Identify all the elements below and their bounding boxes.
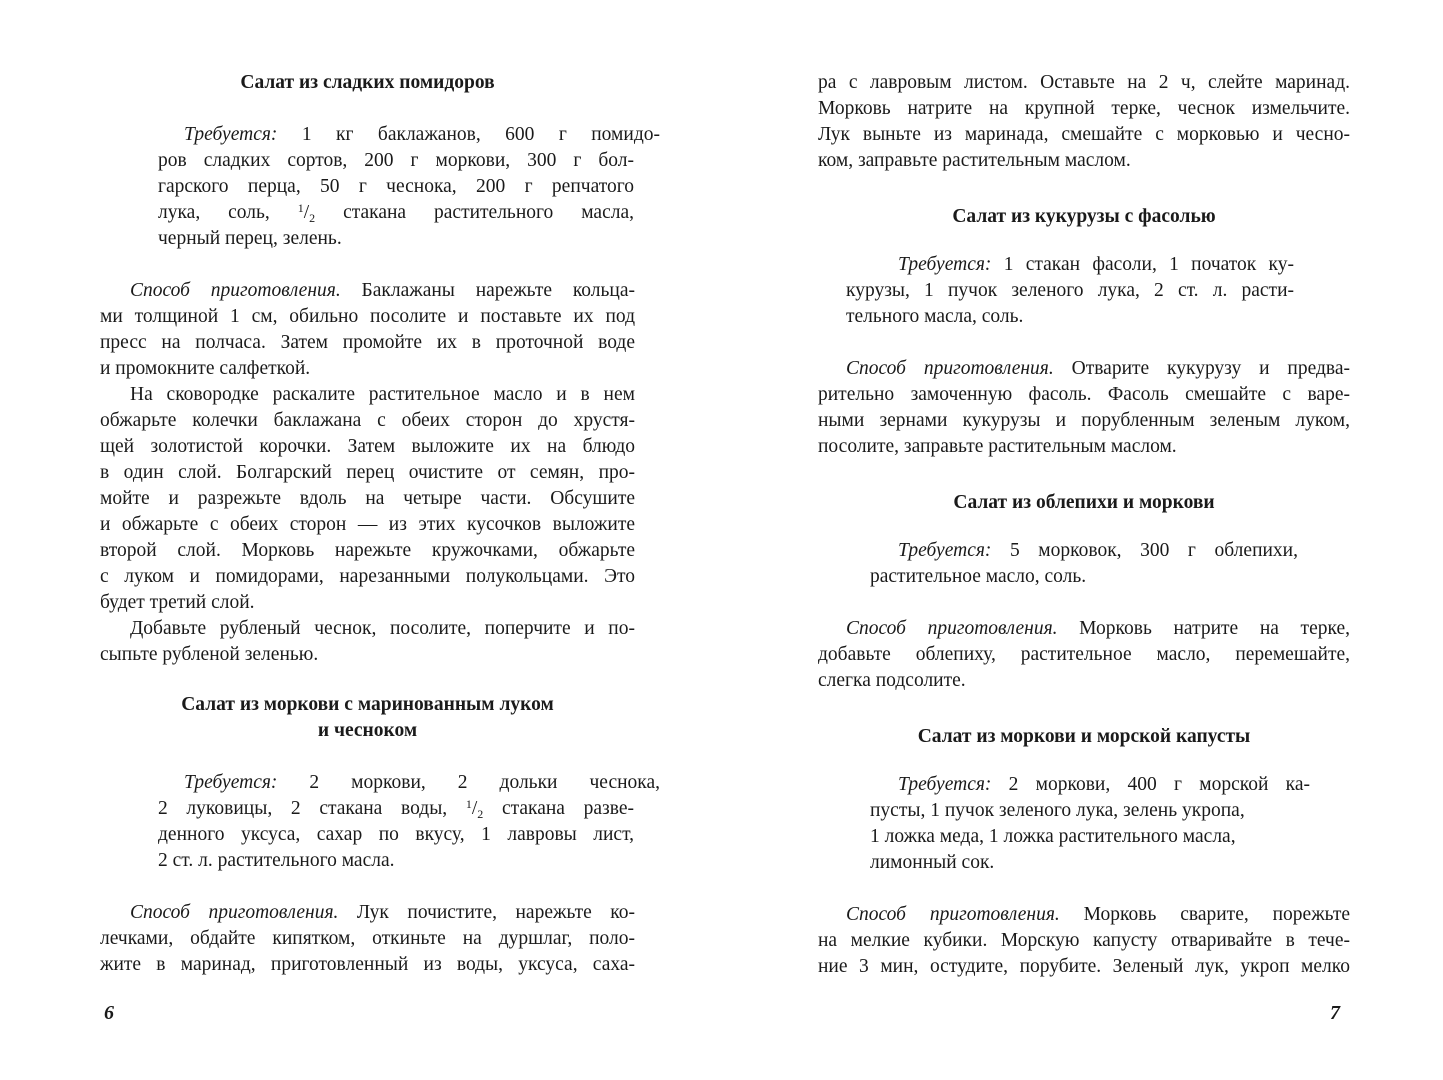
method-line — [846, 356, 1350, 382]
method-line: лечками, обдайте кипятком, откиньте на дуршлаг, поло- — [100, 928, 635, 949]
method-label: Способ приготовления. — [846, 618, 1058, 639]
requirements-line: 2 ст. л. растительного масла. — [158, 850, 395, 871]
requirements-text: стакана разве- — [483, 798, 634, 819]
left-page — [100, 0, 660, 1080]
requirements-line: черный перец, зелень. — [158, 228, 342, 249]
requirements-line: денного уксуса, сахар по вкусу, 1 лавровы лист, — [158, 824, 634, 845]
requirements-line: 2 луковицы, 2 стакана воды, $^1/_2$ стакана разве- — [158, 797, 634, 821]
method-label: Способ приготовления. — [846, 904, 1060, 925]
recipe-title: Салат из моркови и морской капусты — [917, 726, 1251, 747]
method-line: с луком и помидорами, нарезанными полукольцами. Это — [100, 566, 635, 587]
requirements-label: Требуется: — [184, 772, 278, 793]
method-line: посолите, заправьте растительным маслом. — [818, 436, 1177, 457]
requirements-line: растительное масло, соль. — [870, 566, 1087, 587]
method-label: Способ приготовления. — [846, 358, 1054, 379]
requirements-line: пусты, 1 пучок зеленого лука, зелень укропа, — [870, 800, 1245, 821]
method-line: На сковородке раскалите растительное масло и в нем — [130, 384, 635, 405]
requirements-line — [184, 122, 660, 148]
requirements-line — [898, 252, 1294, 278]
method-line: ми толщиной 1 см, обильно посолите и поставьте их под — [100, 306, 635, 327]
requirements-line: 1 ложка меда, 1 ложка растительного масла, — [870, 826, 1236, 847]
requirements-text: 2 моркови, 400 г морской ка- — [991, 774, 1310, 795]
method-line: пресс на полчаса. Затем промойте их в проточной воде — [100, 332, 635, 353]
requirements-line: курузы, 1 пучок зеленого лука, 2 ст. л. расти- — [846, 280, 1294, 301]
method-line: жите в маринад, приготовленный из воды, уксуса, саха- — [100, 954, 635, 975]
method-line: и промокните салфеткой. — [100, 358, 311, 379]
method-label: Способ приготовления. — [130, 902, 339, 923]
method-text: Морковь сварите, порежьте — [1059, 904, 1351, 925]
recipe-title: Салат из сладких помидоров — [240, 72, 495, 93]
fraction-denominator: 2 — [477, 807, 484, 821]
recipe-title: Салат из моркови с маринованным луком — [181, 694, 554, 715]
fraction-numerator: 1 — [297, 201, 304, 215]
method-line: Добавьте рубленый чеснок, посолите, поперчите и по- — [130, 618, 635, 639]
method-line: в один слой. Болгарский перец очистите от семян, про- — [100, 462, 635, 483]
method-line: ние 3 мин, остудите, порубите. Зеленый лук, укроп мелко — [818, 956, 1350, 977]
requirements-line: тельного масла, соль. — [846, 306, 1024, 327]
method-line: добавьте облепиху, растительное масло, перемешайте, — [818, 644, 1350, 665]
requirements-label: Требуется: — [898, 540, 992, 561]
requirements-text: 1 стакан фасоли, 1 початок ку- — [991, 254, 1294, 275]
method-line: щей золотистой корочки. Затем выложите их на блюдо — [100, 436, 635, 457]
method-line: на мелкие кубики. Морскую капусту отваривайте в тече- — [818, 930, 1350, 951]
method-label: Способ приготовления. — [130, 280, 341, 301]
requirements-line — [898, 538, 1298, 564]
requirements-line — [898, 772, 1310, 798]
requirements-line: гарского перца, 50 г чеснока, 200 г репчатого — [158, 176, 634, 197]
method-line — [130, 900, 635, 926]
method-text: Лук почистите, нарежьте ко- — [338, 902, 636, 923]
requirements-line: лимонный сок. — [870, 852, 995, 873]
method-line: и обжарьте с обеих сторон — из этих кусочков выложите — [100, 514, 635, 535]
recipe-title: Салат из облепихи и моркови — [953, 492, 1215, 513]
requirements-text: 1 кг баклажанов, 600 г помидо- — [277, 124, 660, 145]
requirements-label: Требуется: — [898, 774, 992, 795]
method-line: сыпьте рубленой зеленью. — [100, 644, 319, 665]
method-line: слегка подсолите. — [818, 670, 966, 691]
page-number: 6 — [104, 1002, 114, 1024]
recipe-title: и чесноком — [317, 720, 418, 741]
method-line: рительно замоченную фасоль. Фасоль смешайте с варе- — [818, 384, 1350, 405]
method-text: Отварите кукурузу и предва- — [1053, 358, 1350, 379]
method-line — [846, 616, 1350, 642]
method-line: мойте и разрежьте вдоль на четыре части. Обсушите — [100, 488, 635, 509]
method-text: Морковь натрите на терке, — [1057, 618, 1350, 639]
method-line: ными зернами кукурузы и порубленным зеленым луком, — [818, 410, 1350, 431]
continuation-line: ком, заправьте растительным маслом. — [818, 150, 1131, 171]
page-number: 7 — [1330, 1002, 1340, 1024]
fraction-numerator: 1 — [465, 797, 472, 811]
method-line — [130, 278, 635, 304]
requirements-line: лука, соль, $^1/_2$ стакана растительного масла, — [158, 201, 634, 225]
method-line: второй слой. Морковь нарежьте кружочками, обжарьте — [100, 540, 635, 561]
requirements-text: лука, соль, — [158, 202, 298, 223]
continuation-line: Морковь натрите на крупной терке, чеснок измельчите. — [818, 98, 1350, 119]
continuation-line: Лук выньте из маринада, смешайте с морковью и чесно- — [818, 124, 1350, 145]
continuation-line: ра с лавровым листом. Оставьте на 2 ч, слейте маринад. — [818, 72, 1350, 93]
requirements-line — [184, 770, 660, 796]
method-line: обжарьте колечки баклажана с обеих сторон до хрустя- — [100, 410, 635, 431]
recipe-title: Салат из кукурузы с фасолью — [952, 206, 1216, 227]
fraction-denominator: 2 — [309, 211, 316, 225]
method-line — [846, 902, 1350, 928]
requirements-text: 5 морковок, 300 г облепихи, — [991, 540, 1298, 561]
requirements-text: стакана растительного масла, — [315, 202, 634, 223]
requirements-text: 2 луковицы, 2 стакана воды, — [158, 798, 466, 819]
method-line: будет третий слой. — [100, 592, 255, 613]
requirements-label: Требуется: — [184, 124, 278, 145]
method-text: Баклажаны нарежьте кольца- — [340, 280, 635, 301]
requirements-label: Требуется: — [898, 254, 992, 275]
requirements-line: ров сладких сортов, 200 г моркови, 300 г бол- — [158, 150, 634, 171]
right-page — [818, 0, 1350, 1080]
requirements-text: 2 моркови, 2 дольки чеснока, — [277, 772, 660, 793]
